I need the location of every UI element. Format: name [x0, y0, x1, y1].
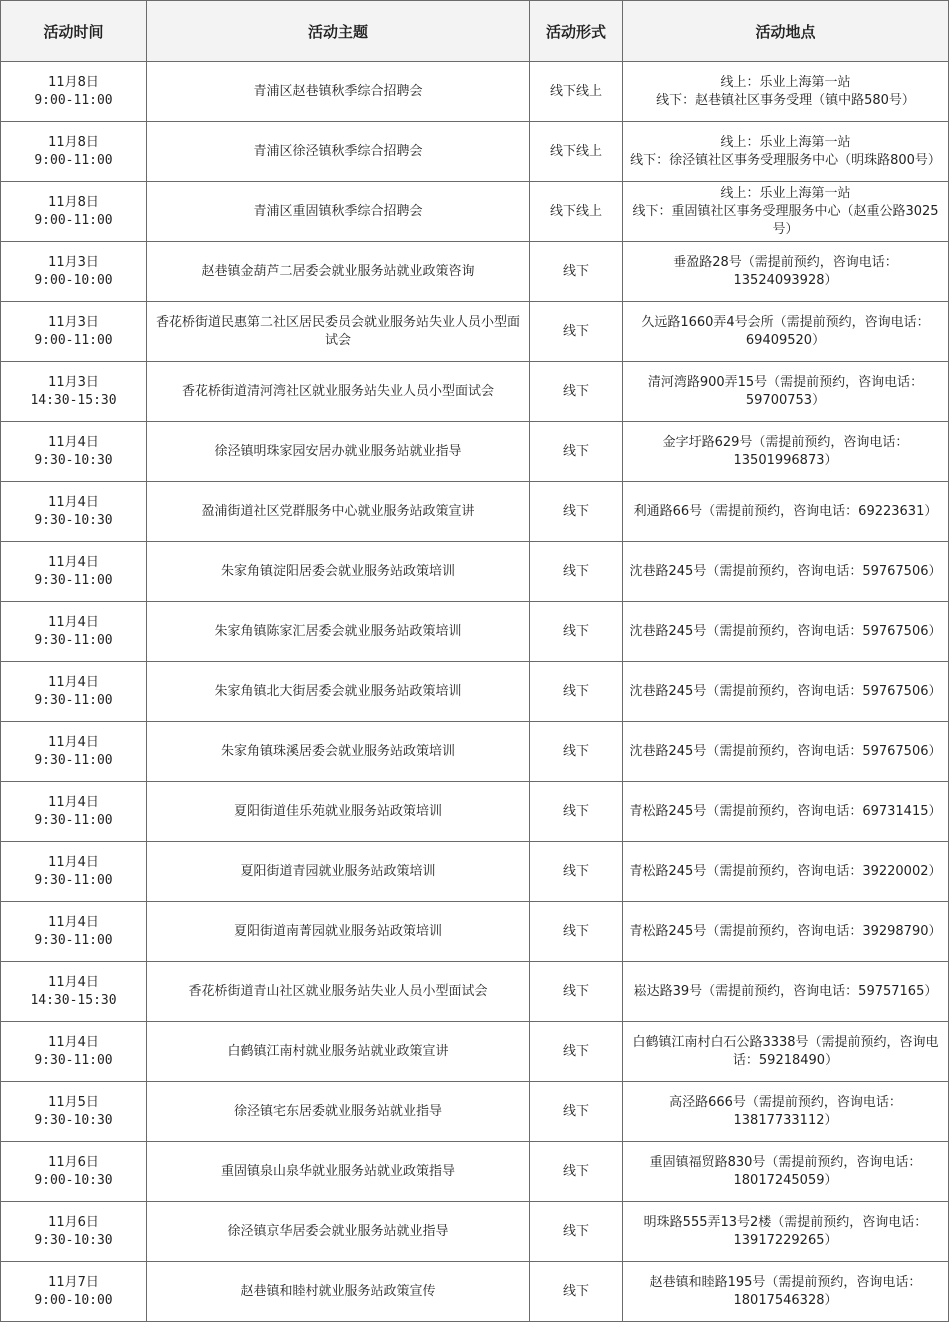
table-row [1, 62, 949, 122]
activity-time-cell [1, 1022, 147, 1082]
activity-topic-cell: 朱家角镇淀阳居委会就业服务站政策培训 [147, 542, 530, 602]
table-row [1, 1262, 949, 1322]
table-row [1, 422, 949, 482]
table-row [1, 662, 949, 722]
activity-form-cell: 线下 [530, 1262, 623, 1322]
activity-place-cell: 线上：乐业上海第一站 线下：重固镇社区事务受理服务中心（赵重公路3025号） [623, 182, 949, 242]
activity-topic-cell: 夏阳街道青园就业服务站政策培训 [147, 842, 530, 902]
activity-date: 11月4日 [48, 674, 99, 690]
activity-place-cell: 线上：乐业上海第一站 线下：赵巷镇社区事务受理（镇中路580号） [623, 62, 949, 122]
activity-date: 11月6日 [48, 1154, 99, 1170]
activity-place-cell: 金字圩路629号（需提前预约，咨询电话：13501996873） [623, 422, 949, 482]
activity-date: 11月8日 [48, 134, 99, 150]
header-activity-topic: 活动主题 [147, 1, 530, 62]
activity-time-range: 9:30-10:30 [34, 1112, 113, 1128]
activity-topic-cell: 白鹤镇江南村就业服务站就业政策宣讲 [147, 1022, 530, 1082]
table-row [1, 362, 949, 422]
activity-time-range: 9:30-11:00 [34, 632, 113, 648]
header-activity-place: 活动地点 [623, 1, 949, 62]
table-row [1, 182, 949, 242]
activity-date: 11月8日 [48, 194, 99, 210]
activity-time-range: 9:00-10:00 [34, 1292, 113, 1308]
activity-form-cell: 线下 [530, 962, 623, 1022]
activity-form-cell: 线下 [530, 482, 623, 542]
activity-form-cell: 线下 [530, 1202, 623, 1262]
activity-date: 11月4日 [48, 1034, 99, 1050]
activity-time-range: 14:30-15:30 [30, 392, 117, 408]
activity-topic-cell: 徐泾镇宅东居委就业服务站就业指导 [147, 1082, 530, 1142]
activity-place-cell: 沈巷路245号（需提前预约，咨询电话：59767506） [623, 602, 949, 662]
activity-topic-cell: 重固镇泉山泉华就业服务站就业政策指导 [147, 1142, 530, 1202]
activity-topic-cell: 青浦区重固镇秋季综合招聘会 [147, 182, 530, 242]
activity-form-cell: 线下 [530, 902, 623, 962]
activity-date: 11月3日 [48, 314, 99, 330]
activity-place-cell: 青松路245号（需提前预约，咨询电话：39298790） [623, 902, 949, 962]
activity-time-range: 9:30-11:00 [34, 1052, 113, 1068]
activity-date: 11月4日 [48, 554, 99, 570]
activity-topic-cell: 朱家角镇陈家汇居委会就业服务站政策培训 [147, 602, 530, 662]
activity-time-cell [1, 722, 147, 782]
activity-time-cell [1, 302, 147, 362]
header-activity-time: 活动时间 [1, 1, 147, 62]
activity-topic-cell: 徐泾镇明珠家园安居办就业服务站就业指导 [147, 422, 530, 482]
activity-topic-cell: 香花桥街道清河湾社区就业服务站失业人员小型面试会 [147, 362, 530, 422]
activity-time-range: 14:30-15:30 [30, 992, 117, 1008]
activity-date: 11月7日 [48, 1274, 99, 1290]
activity-time-range: 9:30-11:00 [34, 692, 113, 708]
activity-place-cell: 青松路245号（需提前预约，咨询电话：39220002） [623, 842, 949, 902]
activity-time-cell [1, 422, 147, 482]
activity-topic-cell: 盈浦街道社区党群服务中心就业服务站政策宣讲 [147, 482, 530, 542]
table-header-row [1, 1, 949, 62]
activity-place-cell: 沈巷路245号（需提前预约，咨询电话：59767506） [623, 722, 949, 782]
activity-time-cell [1, 62, 147, 122]
activity-topic-cell: 赵巷镇和睦村就业服务站政策宣传 [147, 1262, 530, 1322]
activity-time-range: 9:00-11:00 [34, 92, 113, 108]
activity-form-cell: 线下 [530, 302, 623, 362]
activity-date: 11月4日 [48, 854, 99, 870]
activity-topic-cell: 朱家角镇北大街居委会就业服务站政策培训 [147, 662, 530, 722]
activity-date: 11月4日 [48, 434, 99, 450]
activity-form-cell: 线下 [530, 242, 623, 302]
activity-date: 11月3日 [48, 374, 99, 390]
table-row [1, 242, 949, 302]
table-row [1, 1202, 949, 1262]
activity-time-cell [1, 482, 147, 542]
table-row [1, 602, 949, 662]
activity-time-range: 9:00-11:00 [34, 212, 113, 228]
activity-form-cell: 线下线上 [530, 62, 623, 122]
activity-time-cell [1, 662, 147, 722]
table-row [1, 542, 949, 602]
activity-time-range: 9:30-10:30 [34, 1232, 113, 1248]
activity-time-cell [1, 962, 147, 1022]
activity-form-cell: 线下 [530, 842, 623, 902]
activity-time-range: 9:30-10:30 [34, 452, 113, 468]
table-row [1, 722, 949, 782]
activity-time-range: 9:00-11:00 [34, 152, 113, 168]
activity-time-cell [1, 362, 147, 422]
activity-place-cell: 线上：乐业上海第一站 线下：徐泾镇社区事务受理服务中心（明珠路800号） [623, 122, 949, 182]
activity-place-cell: 赵巷镇和睦路195号（需提前预约，咨询电话：18017546328） [623, 1262, 949, 1322]
activity-date: 11月4日 [48, 794, 99, 810]
activity-time-cell [1, 842, 147, 902]
table-row [1, 302, 949, 362]
activity-topic-cell: 香花桥街道青山社区就业服务站失业人员小型面试会 [147, 962, 530, 1022]
table-row [1, 842, 949, 902]
table-row [1, 1082, 949, 1142]
activity-form-cell: 线下 [530, 782, 623, 842]
table-row [1, 1142, 949, 1202]
activity-time-cell [1, 902, 147, 962]
activity-time-range: 9:00-11:00 [34, 332, 113, 348]
activity-time-range: 9:30-11:00 [34, 932, 113, 948]
header-activity-form: 活动形式 [530, 1, 623, 62]
activity-place-cell: 崧达路39号（需提前预约，咨询电话：59757165） [623, 962, 949, 1022]
activity-form-cell: 线下 [530, 1142, 623, 1202]
activity-place-cell: 重固镇福贸路830号（需提前预约，咨询电话：18017245059） [623, 1142, 949, 1202]
table-row [1, 782, 949, 842]
activity-topic-cell: 夏阳街道南菁园就业服务站政策培训 [147, 902, 530, 962]
activity-time-range: 9:00-10:30 [34, 1172, 113, 1188]
activity-form-cell: 线下线上 [530, 122, 623, 182]
activity-form-cell: 线下 [530, 722, 623, 782]
activity-time-cell [1, 602, 147, 662]
activity-form-cell: 线下 [530, 1082, 623, 1142]
activity-topic-cell: 青浦区徐泾镇秋季综合招聘会 [147, 122, 530, 182]
activity-topic-cell: 青浦区赵巷镇秋季综合招聘会 [147, 62, 530, 122]
activity-place-cell: 沈巷路245号（需提前预约，咨询电话：59767506） [623, 662, 949, 722]
activity-place-cell: 白鹤镇江南村白石公路3338号（需提前预约，咨询电话：59218490） [623, 1022, 949, 1082]
activity-time-cell [1, 1262, 147, 1322]
table-row [1, 962, 949, 1022]
activity-time-cell [1, 542, 147, 602]
activity-time-range: 9:30-11:00 [34, 752, 113, 768]
activity-form-cell: 线下 [530, 542, 623, 602]
table-row [1, 122, 949, 182]
activity-place-cell: 垂盈路28号（需提前预约，咨询电话：13524093928） [623, 242, 949, 302]
table-row [1, 482, 949, 542]
table-row [1, 1022, 949, 1082]
activity-topic-cell: 夏阳街道佳乐苑就业服务站政策培训 [147, 782, 530, 842]
activity-time-cell [1, 182, 147, 242]
activity-form-cell: 线下 [530, 662, 623, 722]
activity-form-cell: 线下 [530, 1022, 623, 1082]
activity-place-cell: 高泾路666号（需提前预约，咨询电话：13817733112） [623, 1082, 949, 1142]
activity-topic-cell: 香花桥街道民惠第二社区居民委员会就业服务站失业人员小型面试会 [147, 302, 530, 362]
activity-form-cell: 线下 [530, 602, 623, 662]
activity-date: 11月4日 [48, 974, 99, 990]
activity-topic-cell: 徐泾镇京华居委会就业服务站就业指导 [147, 1202, 530, 1262]
activity-time-range: 9:00-10:00 [34, 272, 113, 288]
activity-time-range: 9:30-10:30 [34, 512, 113, 528]
activity-date: 11月4日 [48, 914, 99, 930]
activity-date: 11月8日 [48, 74, 99, 90]
activity-date: 11月4日 [48, 494, 99, 510]
activity-time-cell [1, 1082, 147, 1142]
activity-topic-cell: 赵巷镇金葫芦二居委会就业服务站就业政策咨询 [147, 242, 530, 302]
activity-time-range: 9:30-11:00 [34, 812, 113, 828]
activity-time-cell [1, 1202, 147, 1262]
activity-form-cell: 线下 [530, 422, 623, 482]
activity-time-cell [1, 782, 147, 842]
activity-date: 11月6日 [48, 1214, 99, 1230]
activity-time-range: 9:30-11:00 [34, 572, 113, 588]
activity-form-cell: 线下 [530, 362, 623, 422]
activity-time-range: 9:30-11:00 [34, 872, 113, 888]
activity-time-cell [1, 1142, 147, 1202]
activity-time-cell [1, 122, 147, 182]
activity-date: 11月4日 [48, 734, 99, 750]
activity-time-cell [1, 242, 147, 302]
activity-topic-cell: 朱家角镇珠溪居委会就业服务站政策培训 [147, 722, 530, 782]
activity-place-cell: 清河湾路900弄15号（需提前预约，咨询电话：59700753） [623, 362, 949, 422]
activity-place-cell: 明珠路555弄13号2楼（需提前预约，咨询电话：13917229265） [623, 1202, 949, 1262]
activity-date: 11月5日 [48, 1094, 99, 1110]
activity-place-cell: 久远路1660弄4号会所（需提前预约，咨询电话：69409520） [623, 302, 949, 362]
activity-date: 11月4日 [48, 614, 99, 630]
table-row [1, 902, 949, 962]
activity-date: 11月3日 [48, 254, 99, 270]
activity-place-cell: 青松路245号（需提前预约，咨询电话：69731415） [623, 782, 949, 842]
activity-place-cell: 沈巷路245号（需提前预约，咨询电话：59767506） [623, 542, 949, 602]
activity-place-cell: 利通路66号（需提前预约，咨询电话：69223631） [623, 482, 949, 542]
activity-form-cell: 线下线上 [530, 182, 623, 242]
